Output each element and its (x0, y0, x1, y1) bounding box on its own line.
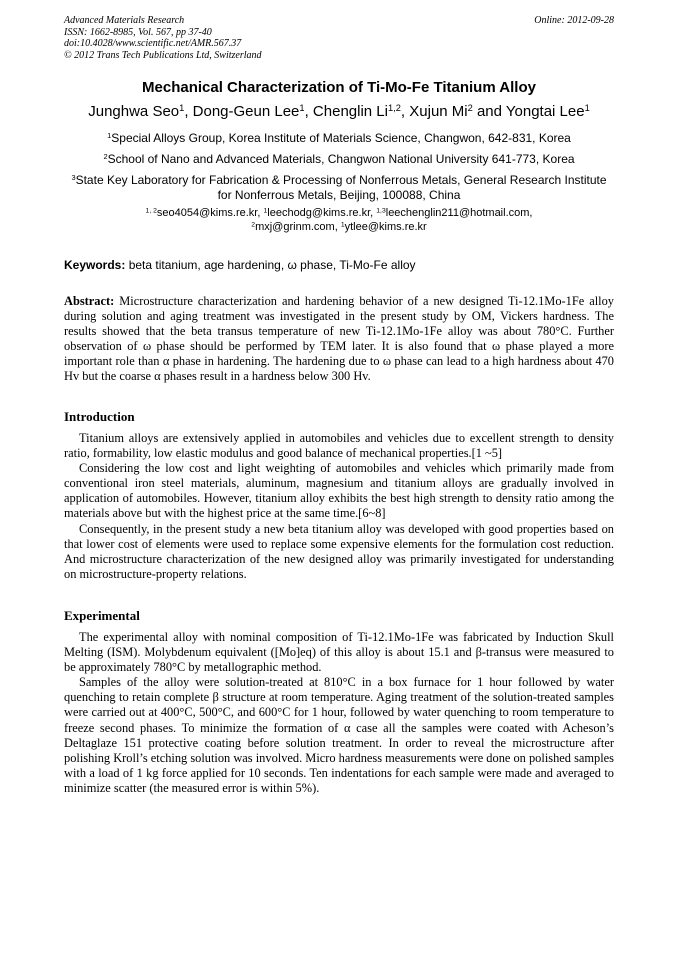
email[interactable]: $^1$leechodg@kims.re.kr, (263, 207, 377, 219)
author-list (0, 102, 678, 122)
paragraph: The experimental alloy with nominal composition of Ti-12.1Mo-1Fe was fabricated by Induction Skull Melting (ISM). Molybdenum equivalent ([Mo]eq) of this alloy is about 15.1 and β-transus were measured to be approximately 780°C by metallographic method. (64, 630, 614, 675)
abstract-text: Microstructure characterization and hardening behavior of a new designed Ti-12.1Mo-1Fe alloy during solution and aging treatment was investigated in the present study by OM, Vickers hardness. The results showed that the beta transus temperature of new Ti-12.1Mo-1Fe alloy was about 780°C. Further observation of ω phase should be performed by TEM later. It is also found that ω phase played a more important role than α phase in hardening. The hardening due to ω phase can lead to a high hardness about 470 Hv but the coarse α phases result in a hardness below 300 Hv. (64, 294, 614, 384)
author: Dong-Geun Lee$^1$, (192, 102, 313, 120)
online-date: Online: 2012-09-28 (534, 15, 614, 26)
email[interactable]: $^1$ytlee@kims.re.kr (340, 220, 427, 233)
abstract (64, 294, 614, 385)
email-list (64, 207, 614, 234)
paragraph: Consequently, in the present study a new beta titanium alloy was developed with good properties based on that lower cost of elements were used to replace some expensive elements for the formulation cost reduction. And microstructure characterization of the new designed alloy was primarily investigated for understanding on microstructure-property relations. (64, 521, 614, 581)
issn-line: ISSN: 1662-8985, Vol. 567, pp 37-40 (64, 26, 212, 38)
author: Chenglin Li$^{1,2}$, (312, 102, 410, 120)
paragraph: Considering the low cost and light weighting of automobiles and vehicles which primarily made from conventional iron steel materials, aluminum, magnesium and titanium alloys are gradually involved in application of automobiles. However, titanium alloy exhibits the best high strength to density ratio among the materials above but with the highest price at the same time.[6~8] (64, 461, 614, 521)
abstract-label: Abstract: (64, 294, 115, 308)
author: Yongtai Lee$^1$ (505, 102, 590, 120)
keywords-text: beta titanium, age hardening, ω phase, Ti-Mo-Fe alloy (128, 258, 416, 272)
experimental-heading: Experimental (64, 608, 140, 623)
doi-line: doi:10.4028/www.scientific.net/AMR.567.37 (64, 38, 242, 49)
experimental-body (64, 630, 614, 796)
author: Junghwa Seo$^1$, (88, 102, 193, 120)
email[interactable]: $^{1,3}$leechenglin211@hotmail.com, (376, 207, 533, 219)
paragraph: Titanium alloys are extensively applied in automobiles and vehicles due to excellent strength to density ratio, formability, low elastic modulus and good balance of mechanical properties.[1 ~5] (64, 431, 614, 461)
copyright-line: © 2012 Trans Tech Publications Ltd, Switzerland (64, 49, 262, 61)
affiliation-3: $^3$State Key Laboratory for Fabrication & Processing of Nonferrous Metals, General Research Institute for Nonferrous Metals, Beijing, 100088, China (71, 172, 607, 202)
affiliation-1: $^1$Special Alloys Group, Korea Institute of Materials Science, Changwon, 642-831, Korea (107, 130, 571, 145)
keywords-label: Keywords: (64, 258, 126, 272)
publication-header (64, 15, 262, 61)
author: Xujun Mi$^2$ and (409, 102, 506, 120)
keywords (64, 258, 614, 272)
introduction-body (64, 431, 614, 582)
paper-title: Mechanical Characterization of Ti-Mo-Fe Titanium Alloy (142, 79, 536, 96)
email[interactable]: $^{1, 2}$seo4054@kims.re.kr, (145, 207, 264, 219)
paragraph: Samples of the alloy were solution-treated at 810°C in a box furnace for 1 hour followed by water quenching to retain complete β structure at room temperature. Aging treatment of the solution-treated samples were carried out at 400°C, 500°C, and 600°C for 1 hour, followed by water quenching to room temperature to freeze second phases. To minimize the formation of α case all the samples were coated with Acheson’s Deltaglaze 151 protective coating before solution treatment. In order to reveal the microstructure after polishing Kroll’s etching solution was involved. Micro hardness measurements were done on polished samples with a load of 1 kg force applied for 10 seconds. Ten indentations for each sample were made and averaged to minimize scatter (the measured error is within 5%). (64, 675, 614, 795)
email[interactable]: $^2$mxj@grinm.com, (251, 220, 341, 233)
journal-name: Advanced Materials Research (64, 15, 185, 26)
affiliation-2: $^2$School of Nano and Advanced Materials, Changwon National University 641-773, Korea (103, 151, 575, 166)
introduction-heading: Introduction (64, 409, 135, 424)
